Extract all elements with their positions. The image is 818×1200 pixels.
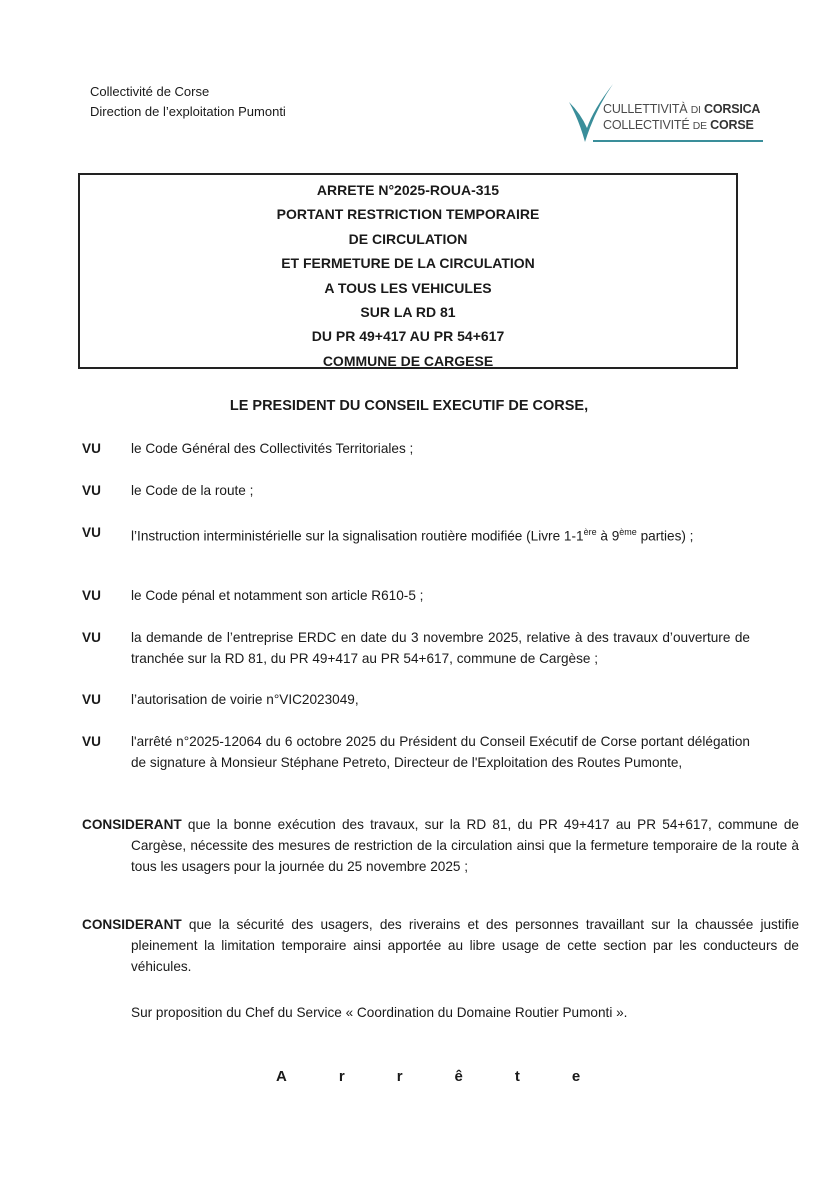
vu-text: le Code pénal et notamment son article R610-5 ; (131, 588, 424, 603)
vu-item (82, 585, 750, 606)
issuer-direction: Direction de l’exploitation Pumonti (90, 104, 286, 119)
superscript: ème (619, 527, 637, 537)
arrete-letter: r (338, 1068, 345, 1085)
title-line: COMMUNE DE CARGESE (322, 352, 494, 369)
vu-item (82, 480, 750, 501)
issuer-header (90, 82, 286, 122)
logo-underline (593, 140, 763, 142)
title-line: ET FERMETURE DE LA CIRCULATION (281, 255, 535, 272)
vu-label: VU (82, 692, 101, 707)
vu-text-part: l’Instruction interministérielle sur la signalisation routière modifiée (Livre 1-1 (131, 528, 584, 544)
superscript: ère (583, 527, 597, 537)
vu-text-part: à 9 (596, 528, 620, 544)
arrete-letter: ê (454, 1068, 463, 1085)
vu-text: l'arrêté n°2025-12064 du 6 octobre 2025 du Président du Conseil Exécutif de Corse portant délégation de signature à Monsieur Stéphane Petreto, Directeur de l'Exploitation des Routes Pumonte, (131, 734, 750, 770)
arrete-letter: r (396, 1068, 403, 1085)
title-line: DU PR 49+417 AU PR 54+617 (311, 328, 505, 345)
logo-text-corsican: CULLETTIVITÀ DI CORSICA (603, 102, 761, 116)
vu-item (82, 627, 750, 669)
title-line: DE CIRCULATION (348, 230, 468, 247)
vu-item (82, 731, 750, 773)
arrete-heading (276, 1068, 580, 1085)
vu-label: VU (82, 525, 101, 540)
vu-item (82, 438, 750, 459)
vu-text: le Code Général des Collectivités Territoriales ; (131, 441, 414, 456)
vu-item (82, 522, 750, 547)
proposition-line: Sur proposition du Chef du Service « Coordination du Domaine Routier Pumonti ». (131, 1005, 628, 1020)
vu-item (82, 689, 750, 710)
considerant-item (82, 914, 799, 977)
vu-text: l’autorisation de voirie n°VIC2023049, (131, 692, 359, 707)
vu-label: VU (82, 630, 101, 645)
collectivite-de-corse-logo (565, 80, 775, 150)
title-line: SUR LA RD 81 (360, 304, 456, 321)
arrete-letter: t (514, 1068, 520, 1085)
arrete-letter: A (276, 1068, 287, 1085)
president-heading: LE PRESIDENT DU CONSEIL EXECUTIF DE CORSE, (229, 398, 589, 414)
vu-label: VU (82, 483, 101, 498)
considerant-text: que la sécurité des usagers, des riverains et des personnes travaillant sur la chaussée justifie pleinement la limitation temporaire ainsi apportée au libre usage de cette section par les conducteurs de véhicules. (131, 917, 799, 974)
vu-label: VU (82, 441, 101, 456)
title-line: PORTANT RESTRICTION TEMPORAIRE (276, 206, 540, 223)
vu-text-part: parties) ; (636, 528, 694, 544)
issuer-name: Collectivité de Corse (90, 84, 210, 99)
considerant-item (82, 814, 799, 877)
arrete-title-box (78, 173, 738, 369)
vu-label: VU (82, 734, 101, 749)
vu-text: le Code de la route ; (131, 483, 254, 498)
vu-text (131, 522, 750, 547)
title-line: ARRETE N°2025-ROUA-315 (316, 182, 500, 198)
arrete-letter: e (571, 1068, 581, 1085)
logo-text-french: COLLECTIVITÉ DE CORSE (603, 118, 754, 132)
vu-label: VU (82, 588, 101, 603)
considerant-label: CONSIDERANT (82, 817, 182, 832)
considerant-label: CONSIDERANT (82, 917, 182, 932)
vu-text: la demande de l’entreprise ERDC en date du 3 novembre 2025, relative à des travaux d’ouverture de tranchée sur la RD 81, du PR 49+417 au PR 54+617, commune de Cargèse ; (131, 630, 750, 666)
considerant-text: que la bonne exécution des travaux, sur la RD 81, du PR 49+417 au PR 54+617, commune de Cargèse, nécessite des mesures de restriction de la circulation ainsi que la fermeture temporaire de la route à tous les usagers pour la journée du 25 novembre 2025 ; (131, 817, 799, 874)
title-line: A TOUS LES VEHICULES (324, 279, 492, 296)
